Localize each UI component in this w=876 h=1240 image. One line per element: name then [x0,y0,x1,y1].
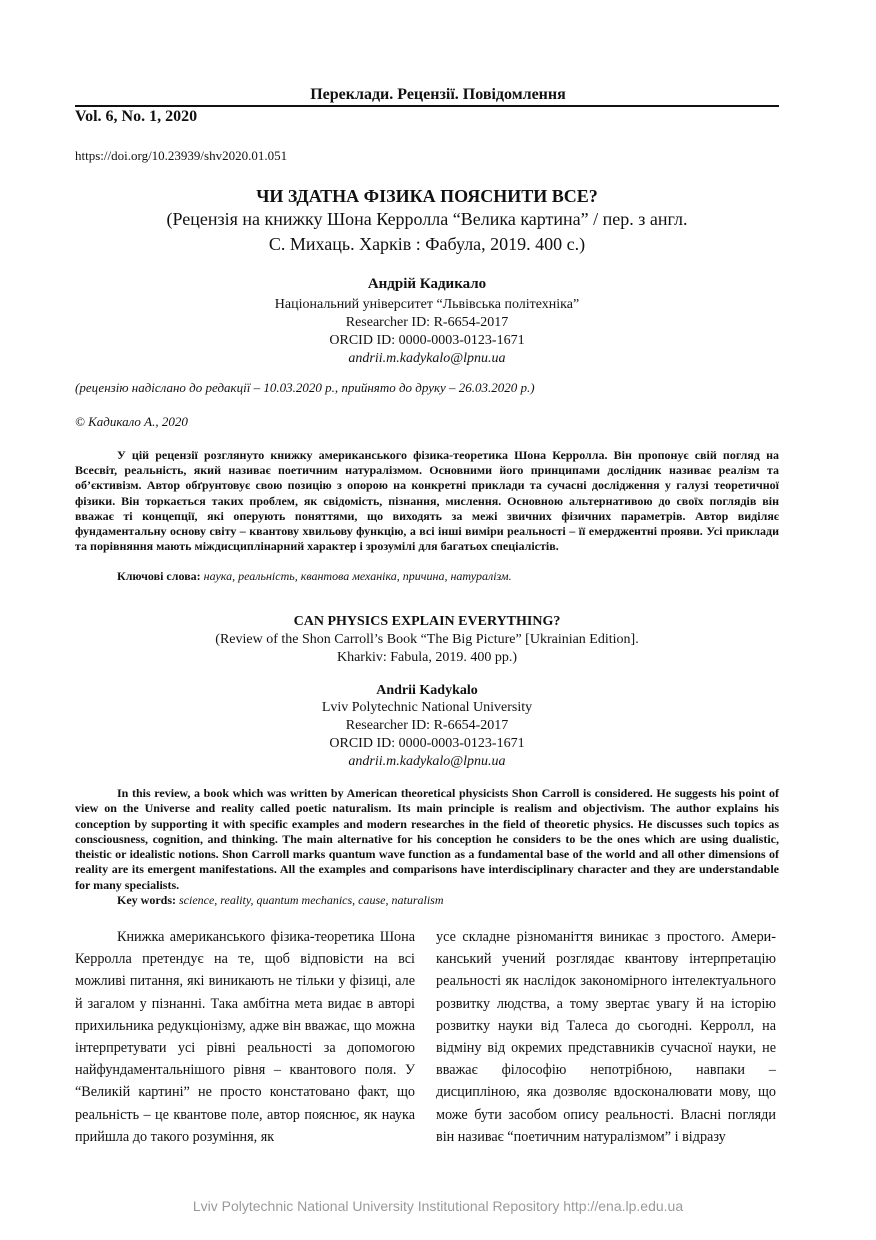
en-article-subtitle [75,631,779,667]
en-affiliation: Lviv Polytechnic National University [321,700,533,715]
en-author-info [75,699,779,771]
doi-link[interactable]: https://doi.org/10.23939/shv2020.01.051 [75,148,288,163]
en-keywords-label: Key words: [117,893,176,907]
header-rule [75,105,779,107]
en-researcher-id: Researcher ID: R-6654-2017 [345,718,509,733]
section-title: Переклади. Рецензії. Повідомлення [310,86,566,103]
en-abstract: In this review, a book which was written by American theoretical physicists Shon Carroll is considered. He suggests his point of view on the Universe and reality called poetic naturalism. Its main principle is realism and objectivism. The author explains his conception by supporting it with specific examples and modern researches in the field of theoretic physics. He discusses such topics as consciousness, cognition, and thinking. The main alternative for his conception he considers to be the ones which are using dualistic, theistic or idealistic notions. Shon Carroll marks quantum wave function as a fundamental base of the world and all other dimensions of reality are its emergent manifestations. All the examples and comparisons have interdisciplinary character and they are understandable for many specialists. [75,786,779,892]
en-subtitle-line-1: (Review of the Shon Carroll’s Book “The Big Picture” [Ukrainian Edition]. [215,632,639,647]
repository-footer: Lviv Polytechnic National University Institutional Repository http://ena.lp.edu.ua [192,1198,684,1214]
ua-researcher-id: Researcher ID: R-6654-2017 [345,315,509,330]
copyright-notice: © Кадикало А., 2020 [75,414,188,429]
en-orcid: ORCID ID: 0000-0003-0123-1671 [329,736,525,751]
body-column-right: усе складне різноманіття виникає з простого. Американський учений розглядає квантову інтерпретацію реальності як наслідок закономірного інтелектуального розвитку людства, а тому звертає увагу й на історію розвитку науки від Талеса до сьогодні. Керролл, на відміну від окремих представників сучасної науки, не вважає філософію непотрібною, навпаки – дисципліною, яка дозволяє вдосконалювати мову, що може бути засобом опису реальності. Власні погляди він називає “поетичним натуралізмом” і відразу [436,929,776,1145]
body-column-left: Книжка американського фізика-теоретика Шона Керролла претендує на те, щоб відповісти на всі можливі питання, які виникають не тільки у фізиці, але й загалом у пізнанні. Така амбітна мета видає в авторі прихильника редукціонізму, адже він вважає, що можна інтерпретувати усі рівні реальності за допомогою найфундаментальнішого рівня – квантового поля. У “Великій картині” не просто констатовано факт, що реальність – це квантове поле, автор пояснює, як наука прийшла до такого розуміння, як [75,929,415,1145]
received-dates: (рецензію надіслано до редакції – 10.03.2020 р., прийнято до друку – 26.03.2020 р.) [75,380,535,395]
ua-orcid: ORCID ID: 0000-0003-0123-1671 [329,333,525,348]
ua-subtitle-line-2: С. Михаць. Харків : Фабула, 2019. 400 с.) [268,234,586,254]
ua-article-subtitle [75,207,779,257]
ua-email[interactable]: andrii.m.kadykalo@lpnu.ua [348,351,506,366]
ua-author-name: Андрій Кадикало [367,276,487,292]
ua-keywords-list: наука, реальність, квантова механіка, причина, натуралізм. [203,569,512,583]
ua-abstract: У цій рецензії розглянуто книжку американського фізика-теоретика Шона Керролла. Він пропонує свій погляд на Всесвіт, реальність, який називає поетичним натуралізмом. Основними його принципами дослідник називає реалізм та об’єктивізм. Автор обґрунтовує свою позицію з опорою на конкретні приклади та сучасні дослідження у галузі теоретичної фізики. Він торкається таких проблем, як свідомість, пізнання, мислення. Основною альтернативою до своїх поглядів він вважає ті концепції, які оперують поняттями, що виходять за межі звичних фізичних параметрів. Автор виділяє фундаментальну основу світу – квантову хвильову функцію, а всі інші виміри реальності – її емерджентні прояви. Усі приклади та порівняння мають міждисциплінарний характер і зрозумілі для багатьох спеціалістів. [75,448,779,554]
en-article-title: CAN PHYSICS EXPLAIN EVERYTHING? [293,614,561,629]
en-subtitle-line-2: Kharkiv: Fabula, 2019. 400 pp.) [336,650,518,665]
ua-author-info [75,296,779,368]
en-keywords [117,893,444,908]
en-email[interactable]: andrii.m.kadykalo@lpnu.ua [348,754,506,769]
ua-keywords [117,569,512,584]
ua-affiliation: Національний університет “Львівська політехніка” [274,297,580,312]
volume-label: Vol. 6, No. 1, 2020 [75,108,198,125]
ua-article-title: ЧИ ЗДАТНА ФІЗИКА ПОЯСНИТИ ВСЕ? [256,186,598,206]
en-author-name: Andrii Kadykalo [376,683,478,698]
en-keywords-list: science, reality, quantum mechanics, cause, naturalism [179,893,444,907]
ua-subtitle-line-1: (Рецензія на книжку Шона Керролла “Велика картина” / пер. з англ. [166,209,688,229]
ua-keywords-label: Ключові слова: [117,569,201,583]
